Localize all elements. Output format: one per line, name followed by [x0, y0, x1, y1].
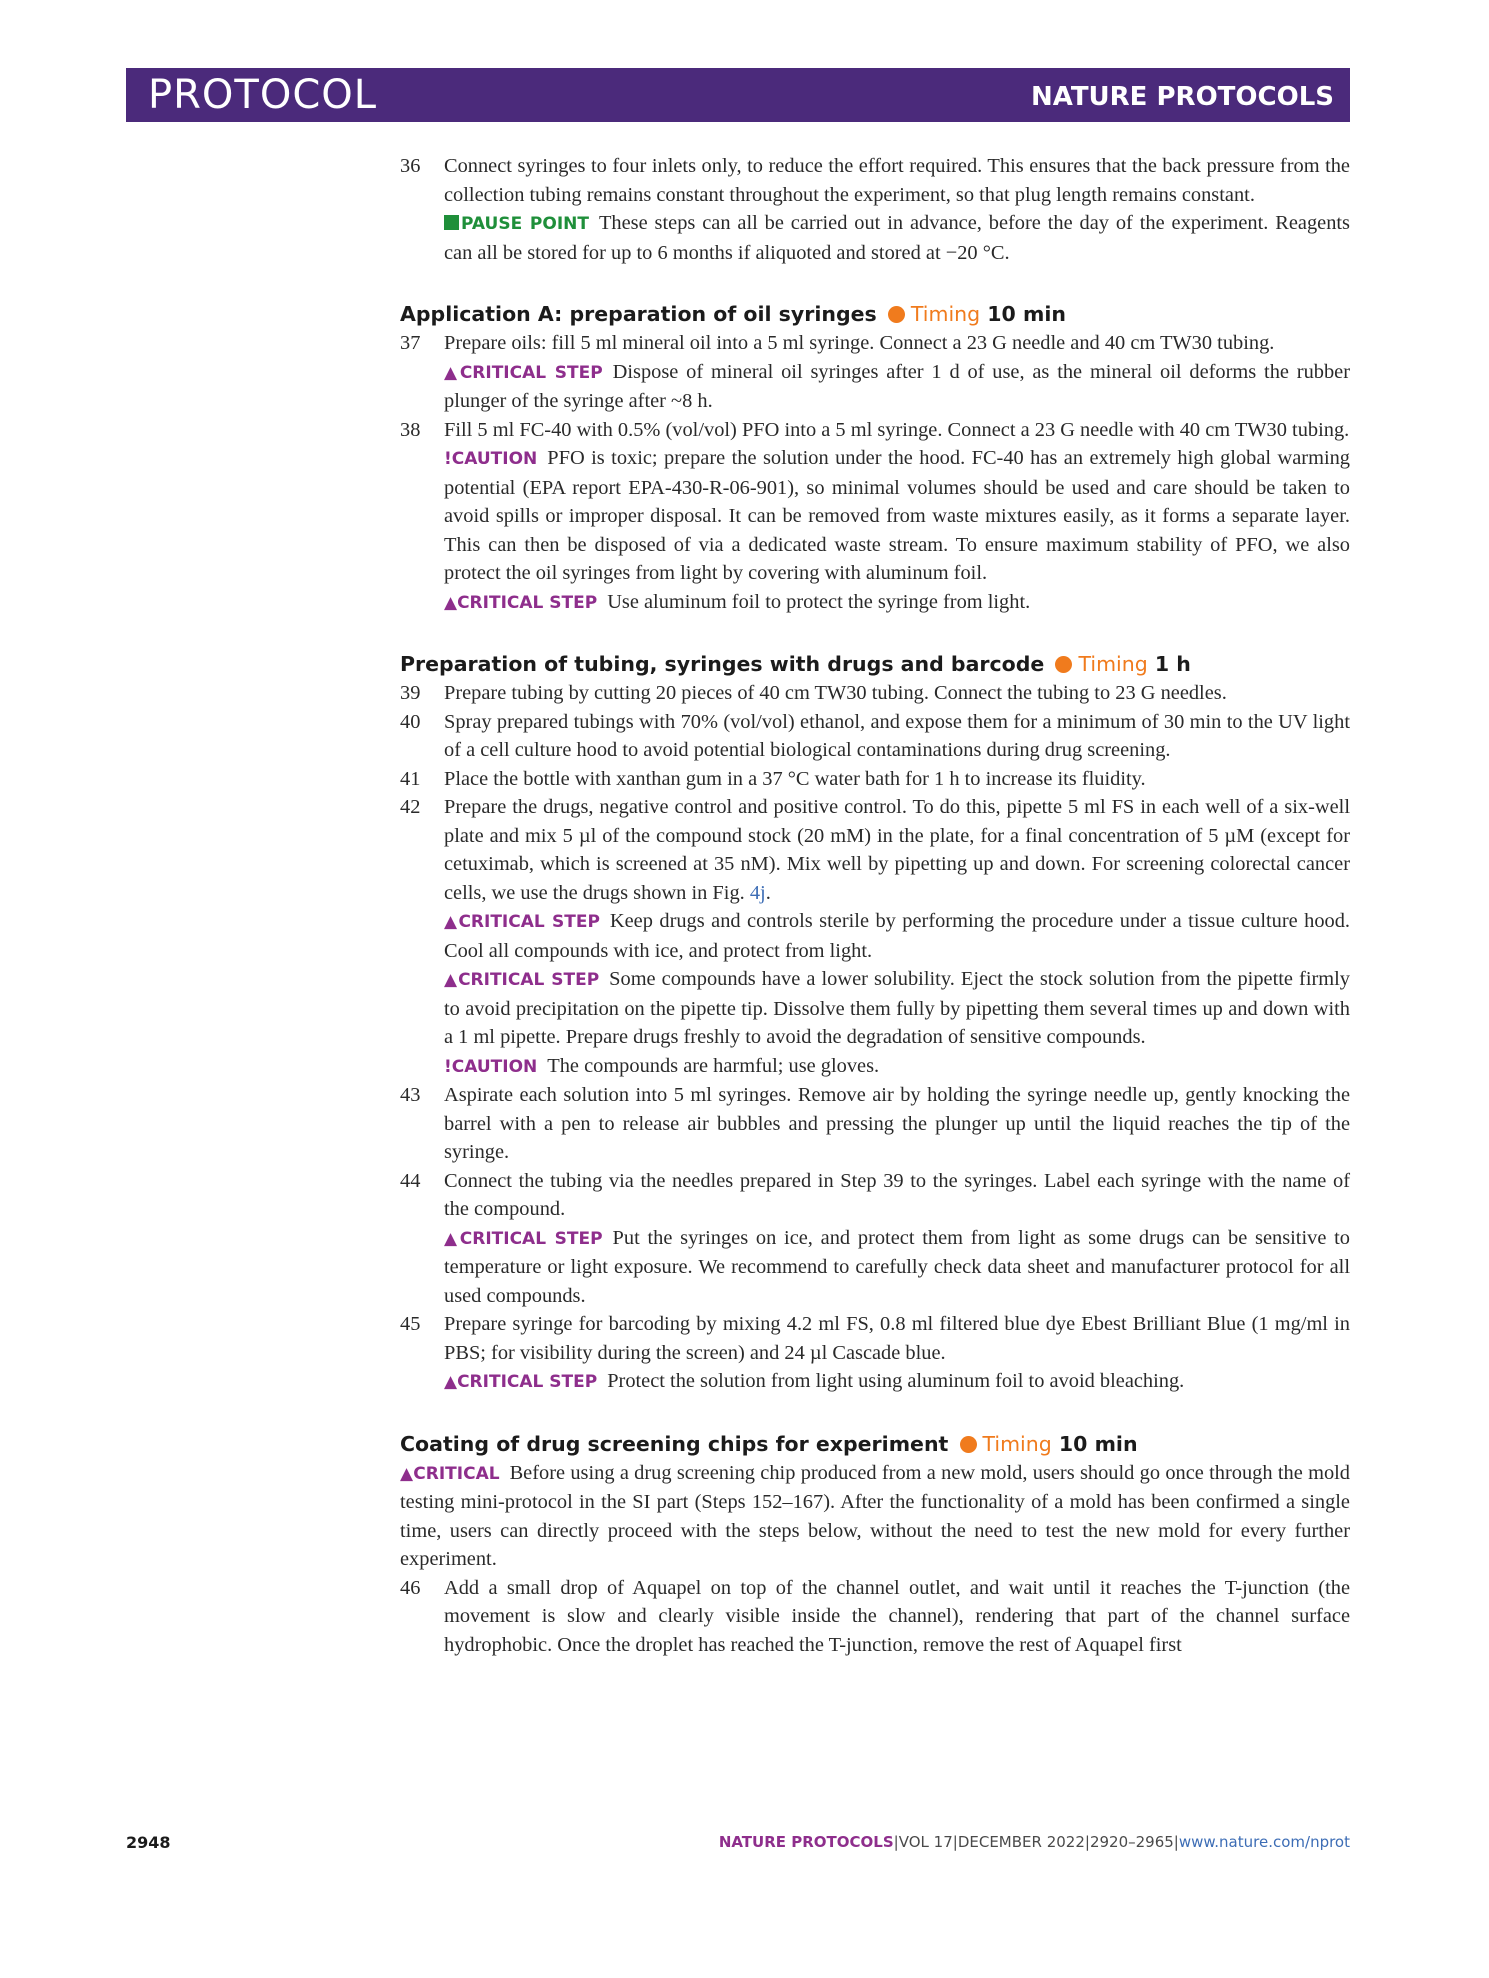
note-text: Keep drugs and controls sterile by performing the procedure under a tissue culture hood. Cool all compounds with ice, and protect from light. — [444, 910, 1351, 962]
footer-pages: 2920–2965 — [1089, 1833, 1174, 1851]
note-tag: CRITICAL STEP — [458, 970, 600, 990]
note-tag: PAUSE POINT — [461, 214, 589, 234]
note-text: Some compounds have a lower solubility. Eject the stock solution from the pipette firmly to avoid precipitation on the pipette tip. Dissolve them fully by pipetting them several times up and down with a 1 ml pipette. Prepare drugs freshly to avoid the degradation of sensitive compounds. — [444, 968, 1350, 1048]
section-heading-preparation — [400, 649, 1350, 679]
step-number: 44 — [400, 1169, 421, 1192]
footer-date: DECEMBER 2022 — [957, 1833, 1085, 1851]
step-number: 38 — [400, 418, 421, 441]
note-tag: CAUTION — [451, 1056, 538, 1077]
note-text: The compounds are harmful; use gloves. — [547, 1054, 880, 1077]
section-title: Application A: preparation of oil syringes — [400, 302, 877, 326]
step-text: Prepare syringe for barcoding by mixing 4.2 ml FS, 0.8 ml filtered blue dye Ebest Brilliant Blue (1 mg/ml in PBS; for visibility during the screen) and 24 µl Cascade blue. — [444, 1313, 1350, 1364]
section-type-label: PROTOCOL — [148, 72, 378, 118]
step-41 — [400, 765, 1350, 794]
timing-label: Timing — [1078, 652, 1148, 676]
triangle-icon: ▲ — [444, 592, 458, 613]
step-44 — [400, 1167, 1350, 1224]
critical-step-note — [400, 1367, 1350, 1397]
section-title: Preparation of tubing, syringes with drugs and barcode — [400, 652, 1045, 676]
exclamation-icon: ! — [444, 449, 452, 469]
note-text: PFO is toxic; prepare the solution under the hood. FC-40 has an extremely high global warming potential (EPA report EPA-430-R-06-901), so minimal volumes should be used and care should be taken to avoid spills or improper disposal. It can be removed from waste mixtures easily, as it forms a separate layer. This can then be disposed of via a dedicated waste stream. To ensure maximum stability of PFO, we also protect the oil syringes from light by covering with aluminum foil. — [444, 447, 1350, 584]
note-text: Put the syringes on ice, and protect them from light as some drugs can be sensitive to temperature or light exposure. We recommend to carefully check data sheet and manufacturer protocol for all used compounds. — [444, 1226, 1351, 1307]
timing-dot-icon — [888, 306, 905, 323]
footer-journal: NATURE PROTOCOLS — [718, 1833, 894, 1851]
step-text: Aspirate each solution into 5 ml syringes. Remove air by holding the syringe needle up, gently knocking the barrel with a pen to release air bubbles and pressing the plunger up until the liquid reaches the tip of the syringe. — [444, 1084, 1350, 1163]
triangle-icon: ▲ — [400, 1463, 414, 1484]
step-number: 46 — [400, 1576, 421, 1599]
timing-dot-icon — [1055, 656, 1072, 673]
critical-note — [400, 1459, 1350, 1574]
note-text: Use aluminum foil to protect the syringe from light. — [607, 590, 1031, 613]
caution-note — [400, 1052, 1350, 1082]
step-text-end: . — [765, 881, 771, 904]
note-text: Protect the solution from light using aluminum foil to avoid bleaching. — [607, 1370, 1185, 1392]
critical-step-note — [400, 358, 1350, 416]
timing-label: Timing — [982, 1431, 1052, 1456]
pause-point-note — [400, 209, 1350, 267]
step-text: Connect the tubing via the needles prepared in Step 39 to the syringes. Label each syringe with the name of the compound. — [444, 1169, 1350, 1220]
note-text: These steps can all be carried out in advance, before the day of the experiment. Reagents can all be stored for up to 6 months if aliquoted and stored at −20 °C. — [444, 212, 1350, 264]
triangle-icon: ▲ — [444, 912, 459, 932]
step-number: 40 — [400, 710, 421, 733]
triangle-icon: ▲ — [444, 1228, 460, 1249]
timing-value: 1 h — [1154, 652, 1191, 676]
caution-note — [400, 444, 1350, 588]
step-40 — [400, 708, 1350, 765]
step-43 — [400, 1081, 1350, 1167]
step-37 — [400, 329, 1350, 358]
step-36 — [400, 152, 1350, 209]
footer-separator: | — [893, 1833, 899, 1851]
note-text: Dispose of mineral oil syringes after 1 d of use, as the mineral oil deforms the rubber plunger of the syringe after ~8 h. — [444, 360, 1350, 412]
note-tag: CRITICAL STEP — [458, 912, 600, 932]
triangle-icon: ▲ — [444, 362, 460, 383]
step-45 — [400, 1310, 1350, 1367]
note-tag: CRITICAL — [413, 1463, 500, 1484]
step-42 — [400, 793, 1350, 907]
step-38 — [400, 416, 1350, 445]
step-text: Fill 5 ml FC-40 with 0.5% (vol/vol) PFO into a 5 ml syringe. Connect a 23 G needle with 40 cm TW30 tubing. — [444, 418, 1350, 441]
step-text: Add a small drop of Aquapel on top of the channel outlet, and wait until it reaches the T-junction (the movement is slow and clearly visible inside the channel), rendering that part of the channel surface hydrophobic. Once the droplet has reached the T-junction, remove the rest of Aquapel first — [444, 1576, 1350, 1656]
step-text: Connect syringes to four inlets only, to reduce the effort required. This ensures that the back pressure from the collection tubing remains constant throughout the experiment, so that plug length remains constant. — [444, 155, 1350, 206]
timing-dot-icon — [960, 1436, 977, 1453]
triangle-icon: ▲ — [444, 1372, 458, 1392]
timing-value: 10 min — [1058, 1431, 1138, 1456]
pause-square-icon — [444, 215, 459, 230]
figure-link[interactable]: 4j — [749, 881, 766, 904]
page-header — [126, 68, 1350, 122]
critical-step-note — [400, 907, 1350, 965]
note-tag: CRITICAL STEP — [459, 1228, 603, 1249]
critical-step-note — [400, 1224, 1350, 1311]
section-title: Coating of drug screening chips for experiment — [400, 1431, 949, 1456]
step-text: Prepare oils: fill 5 ml mineral oil into a 5 ml syringe. Connect a 23 G needle and 40 cm TW30 tubing. — [444, 332, 1275, 354]
footer-separator: | — [1173, 1833, 1179, 1851]
critical-step-note — [400, 965, 1350, 1052]
note-tag: CRITICAL STEP — [459, 362, 603, 383]
main-content — [400, 152, 1350, 1659]
exclamation-icon: ! — [444, 1056, 452, 1077]
note-tag: CAUTION — [451, 449, 538, 469]
timing-value: 10 min — [987, 302, 1066, 326]
step-number: 36 — [400, 155, 421, 177]
step-text: Prepare tubing by cutting 20 pieces of 40 cm TW30 tubing. Connect the tubing to 23 G needles. — [444, 682, 1227, 704]
step-39 — [400, 679, 1350, 708]
journal-name: NATURE PROTOCOLS — [1030, 82, 1334, 112]
step-text: Place the bottle with xanthan gum in a 37 °C water bath for 1 h to increase its fluidity. — [444, 767, 1146, 790]
step-number: 41 — [400, 767, 421, 790]
step-46 — [400, 1574, 1350, 1660]
step-number: 45 — [400, 1313, 421, 1335]
critical-step-note — [400, 588, 1350, 618]
triangle-icon: ▲ — [444, 970, 459, 990]
note-tag: CRITICAL STEP — [457, 1372, 598, 1392]
footer-separator: | — [1084, 1833, 1090, 1851]
note-tag: CRITICAL STEP — [457, 592, 598, 613]
section-heading-application-a — [400, 299, 1350, 329]
step-text: Prepare the drugs, negative control and positive control. To do this, pipette 5 ml FS in each well of a six-well plate and mix 5 µl of the compound stock (20 mM) in the plate, for a final concentration of 5 µM (except for cetuximab, which is screened at 35 nM). Mix well by pipetting up and down. For screening colorectal cancer cells, we use the drugs shown in Fig. — [444, 796, 1350, 904]
page-number: 2948 — [126, 1833, 171, 1852]
step-text: Spray prepared tubings with 70% (vol/vol) ethanol, and expose them for a minimum of 30 min to the UV light of a cell culture hood to avoid potential biological contaminations during drug screening. — [444, 710, 1350, 761]
step-number: 42 — [400, 796, 421, 818]
step-number: 43 — [400, 1084, 421, 1106]
footer-url-link[interactable]: www.nature.com/nprot — [1178, 1833, 1350, 1851]
timing-label: Timing — [910, 302, 981, 326]
note-text: Before using a drug screening chip produced from a new mold, users should go once through the mold testing mini-protocol in the SI part (Steps 152–167). After the functionality of a mold has been confirmed a single time, users can directly proceed with the steps below, without the need to test the new mold for every further experiment. — [400, 1461, 1350, 1570]
footer-citation — [719, 1833, 1350, 1851]
footer-separator: | — [952, 1833, 958, 1851]
step-number: 37 — [400, 332, 421, 354]
footer-volume: VOL 17 — [898, 1833, 953, 1851]
section-heading-coating — [400, 1429, 1350, 1459]
step-number: 39 — [400, 682, 421, 704]
